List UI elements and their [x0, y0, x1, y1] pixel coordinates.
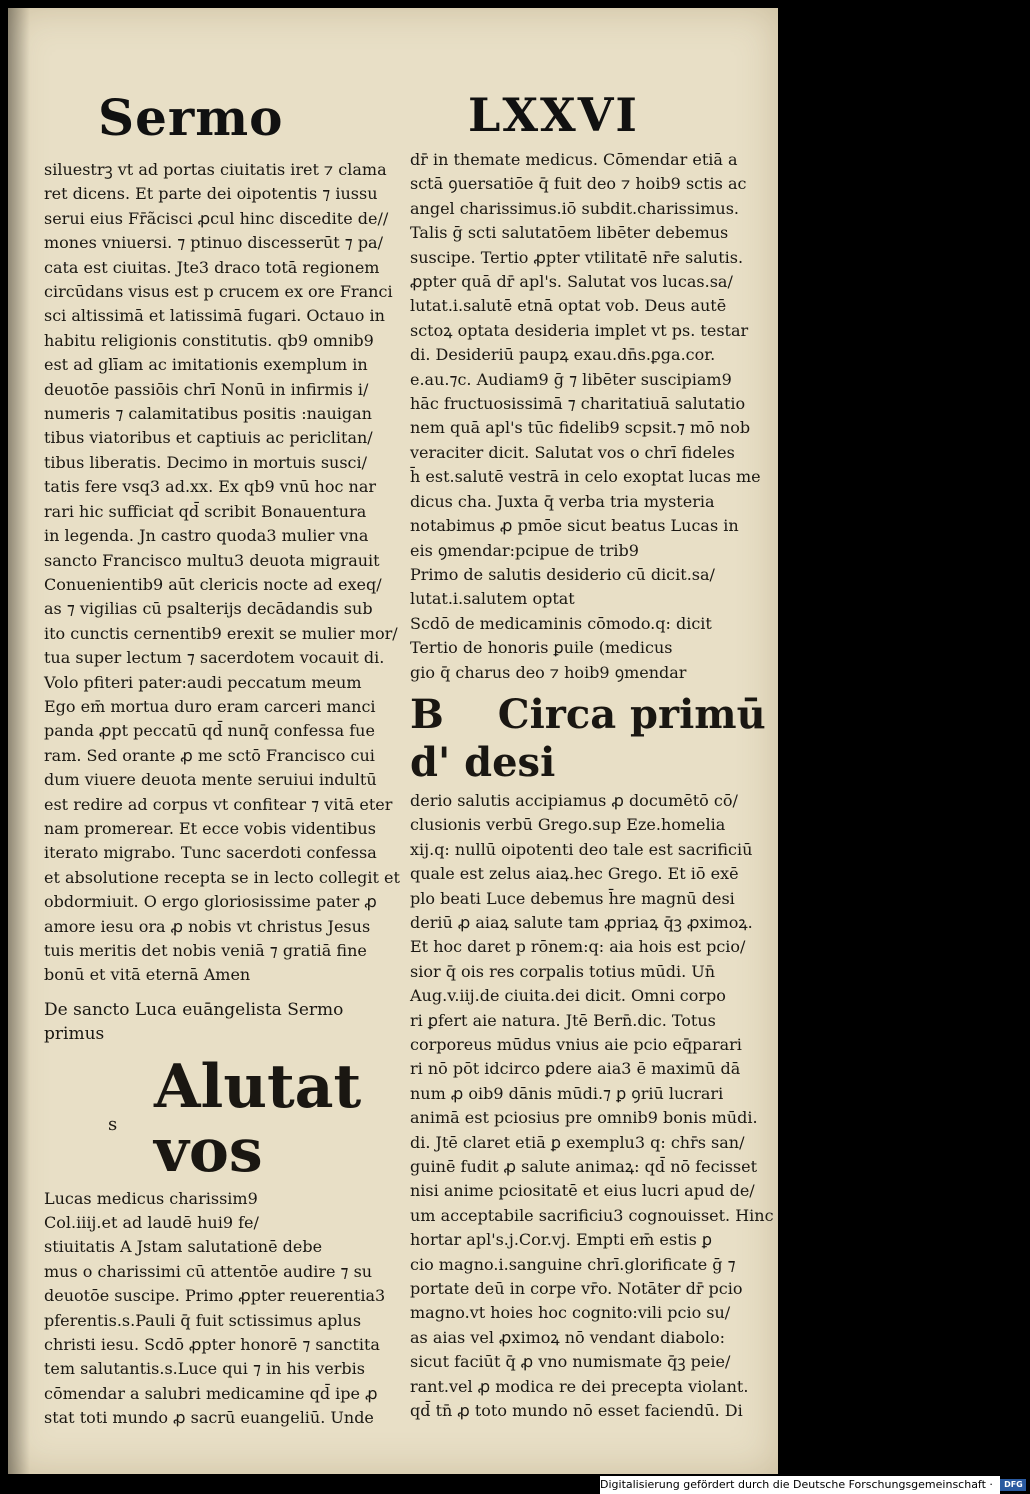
- text-line: ri ꝑfert aie natura. Jtē Bern̄.dic. Totus: [410, 1010, 716, 1030]
- text-line: animā est pciosius pre omnib9 bonis mūdi.: [410, 1108, 758, 1128]
- text-line: h̄ est.salutē vestrā in celo exoptat lucas me: [410, 467, 761, 487]
- text-line: rari hic sufficiat qd̄ scribit Bonauentura: [44, 501, 367, 521]
- text-line: numeris ⁊ calamitatibus positis :nauigan: [44, 404, 372, 424]
- text-line: panda ꝓpt peccatū qd̄ nunq̄ confessa fue: [44, 721, 375, 741]
- circa-text: Circa primū d' desi: [410, 690, 766, 786]
- text-line: Tertio de honoris ꝑuile (medicus: [410, 638, 673, 658]
- text-line: num ꝓ oib9 dānis mūdi.⁊ ꝑ ꝯriū lucrari: [410, 1083, 724, 1103]
- text-line: di. Desideriū paupꝝ exau.dn̄s.ꝑga.cor.: [410, 345, 716, 365]
- text-line: sicut faciūt q̄ ꝓ vno numismate q̄ꝫ peie/: [410, 1352, 731, 1372]
- running-head-folio: LXXVI: [468, 88, 639, 142]
- text-line: siluestrꝫ vt ad portas ciuitatis iret ⁊ clama: [44, 160, 387, 179]
- text-line: xij.q: nullū oipotenti deo tale est sacrificiū: [410, 839, 753, 859]
- text-line: suscipe. Tertio ꝓpter vtilitatē nr̄e salutis.: [410, 247, 744, 267]
- text-line: veraciter dicit. Salutat vos o chrī fideles: [410, 442, 735, 462]
- text-line: nisi anime pciositatē et eius lucri apud de/: [410, 1181, 755, 1201]
- text-line: dicus cha. Juxta q̄ verba tria mysteria: [410, 491, 715, 511]
- text-line: tuis meritis det nobis veniā ⁊ gratiā fine: [44, 941, 367, 960]
- text-line: quale est zelus aiaꝝ.hec Grego. Et iō exē: [410, 864, 739, 884]
- text-line: stiuitatis A Jstam salutationē debe: [44, 1237, 323, 1257]
- text-line: cōmendar a salubri medicamine qd̄ ipe ꝓ: [44, 1383, 378, 1403]
- text-line: tatis fere vsq3 ad.xx. Ex qb9 vnū hoc nar: [44, 477, 376, 497]
- text-line: dum viuere deuota mente seruiui indultū: [44, 770, 377, 790]
- dfg-logo-icon: DFG: [1000, 1479, 1026, 1491]
- text-line: Aug.v.iij.de ciuita.dei dicit. Omni corpo: [410, 986, 726, 1006]
- text-line: mones vniuersi. ⁊ ptinuo discesserūt ⁊ pa/: [44, 233, 383, 253]
- text-line: bonū et vitā eternā Amen: [44, 965, 251, 985]
- text-line: rant.vel ꝓ modica re dei precepta violant.: [410, 1376, 749, 1396]
- text-line: lutat.i.salutē etnā optat vob. Deus autē: [410, 296, 727, 316]
- text-line: sancto Francisco multu3 deuota migrauit: [44, 550, 380, 570]
- text-line: nem quā apl's tūc fidelib9 scpsit.⁊ mō nob: [410, 418, 751, 438]
- text-line: Ego em̄ mortua duro eram carceri manci: [44, 696, 376, 716]
- text-line: clusionis verbū Grego.sup Eze.homelia: [410, 815, 726, 835]
- text-line: serui eius Fr̄ãcisci ꝓcul hinc discedite de//: [44, 208, 389, 228]
- text-line: circūdans visus est p crucem ex ore Franci: [44, 282, 393, 302]
- text-line: derio salutis accipiamus ꝓ documētō cō/: [410, 790, 738, 810]
- text-line: as aias vel ꝓximoꝝ nō vendant diabolo:: [410, 1327, 726, 1347]
- text-line: deuotōe passiōis chrī Nonū in infirmis i/: [44, 379, 369, 399]
- book-page: [8, 8, 778, 1474]
- text-line: Scdō de medicaminis cōmodo.q: dicit: [410, 613, 712, 633]
- text-line: ꝓpter quā dr̄ apl's. Salutat vos lucas.sa/: [410, 272, 733, 292]
- text-line: De sancto Luca euāngelista Sermo: [44, 999, 344, 1020]
- text-line: et absolutione recepta se in lecto collegit et: [44, 867, 400, 887]
- right-column: [410, 148, 774, 1424]
- scan-border: [778, 0, 1000, 1470]
- text-line: tem salutantis.s.Luce qui ⁊ in his verbis: [44, 1359, 365, 1379]
- decorated-initial: Alutat vos: [154, 1051, 362, 1186]
- text-line: amore iesu ora ꝓ nobis vt christus Jesus: [44, 916, 371, 936]
- text-line: tua super lectum ⁊ sacerdotem vocauit di.: [44, 648, 385, 668]
- text-line: corporeus mūdus vnius aie pcio eq̄parari: [410, 1035, 742, 1054]
- text-line: ret dicens. Et parte dei oipotentis ⁊ iussu: [44, 184, 378, 204]
- text-line: cata est ciuitas. Jte3 draco totā regionem: [44, 257, 380, 277]
- text-line: hāc fructuosissimā ⁊ charitatiuā salutatio: [410, 394, 746, 414]
- text-line: christi iesu. Scdō ꝓpter honorē ⁊ sanctita: [44, 1335, 380, 1355]
- footer-text: Digitalisierung gefördert durch die Deutsche Forschungsgemeinschaft ·: [600, 1478, 993, 1491]
- text-line: e.au.⁊c. Audiam9 ḡ ⁊ libēter suscipiam9: [410, 369, 732, 389]
- text-line: obdormiuit. O ergo gloriosissime pater ꝓ: [44, 892, 377, 912]
- text-line: sctā ꝯuersatiōe q̄ fuit deo ⁊ hoib9 sctis ac: [410, 174, 747, 194]
- text-line: sctoꝝ optata desideria implet vt ps. testar: [410, 320, 749, 340]
- text-line: pferentis.s.Pauli q̄ fuit sctissimus aplus: [44, 1310, 362, 1330]
- text-line: Col.iiij.et ad laudē hui9 fe/: [44, 1213, 259, 1233]
- running-head-left: Sermo: [98, 88, 284, 147]
- text-line: magno.vt hoies hoc cognito:vili pcio su/: [410, 1303, 731, 1323]
- text-line: notabimus ꝓ pmōe sicut beatus Lucas in: [410, 516, 739, 536]
- text-line: cio magno.i.sanguine chrī.glorificate ḡ ⁊: [410, 1254, 736, 1274]
- footer-credit: [600, 1476, 1023, 1494]
- text-line: mus o charissimi cū attentōe audire ⁊ su: [44, 1261, 373, 1281]
- text-line: primus: [44, 1024, 105, 1045]
- text-line: est ad glīam ac imitationis exemplum in: [44, 355, 368, 375]
- text-line: Talis ḡ scti salutatōem libēter debemus: [410, 223, 729, 243]
- text-line: Et hoc daret p rōnem:q: aia hois est pcio/: [410, 937, 746, 957]
- left-column-lines: [44, 158, 400, 988]
- text-line: nam promerear. Et ecce vobis videntibus: [44, 818, 376, 838]
- right-column-after-lines: [410, 789, 774, 1424]
- text-line: tibus liberatis. Decimo in mortuis susci/: [44, 452, 368, 472]
- text-line: dr̄ in themate medicus. Cōmendar etiā a: [410, 150, 738, 169]
- text-line: di. Jtē claret etiā ꝑ exemplu3 q: chr̄s san/: [410, 1132, 745, 1152]
- text-line: um acceptabile sacrificiu3 cognouisset. Hinc: [410, 1205, 774, 1225]
- text-line: deuotōe suscipe. Primo ꝓpter reuerentia3: [44, 1286, 386, 1306]
- text-line: in legenda. Jn castro quoda3 mulier vna: [44, 526, 369, 546]
- sermon-heading: [44, 998, 400, 1047]
- text-line: qd̄ tn̄ ꝓ toto mundo nō esset faciendū. Di: [410, 1401, 743, 1421]
- text-line: hortar apl's.j.Cor.vj. Empti em̄ estis ꝑ: [410, 1230, 713, 1250]
- text-line: portate deū in corpe vr̄o. Notāter dr̄ pcio: [410, 1279, 743, 1299]
- text-line: as ⁊ vigilias cū psalterijs decādandis sub: [44, 599, 373, 619]
- right-column-lines: [410, 148, 774, 685]
- text-line: Volo pfiteri pater:audi peccatum meum: [44, 672, 362, 692]
- circa-initial: B: [410, 690, 444, 738]
- text-line: gio q̄ charus deo ⁊ hoib9 ꝯmendar: [410, 662, 687, 682]
- side-letter: s: [108, 1113, 118, 1135]
- text-line: Primo de salutis desiderio cū dicit.sa/: [410, 564, 715, 584]
- text-line: guinē fudit ꝓ salute animaꝝ: qd̄ nō fecisset: [410, 1157, 758, 1177]
- text-line: plo beati Luce debemus h̄re magnū desi: [410, 888, 735, 908]
- left-column: [44, 158, 400, 1431]
- text-line: iterato migrabo. Tunc sacerdoti confessa: [44, 843, 377, 863]
- text-line: Conuenientib9 aūt clericis nocte ad exeq/: [44, 574, 382, 594]
- text-line: habitu religionis constitutis. qb9 omnib9: [44, 330, 374, 350]
- circa-heading: [410, 691, 774, 787]
- text-line: stat toti mundo ꝓ sacrū euangeliū. Unde: [44, 1408, 374, 1428]
- text-line: sci altissimā et latissimā fugari. Octauo in: [44, 306, 385, 326]
- text-line: tibus viatoribus et captiuis ac periclitan/: [44, 428, 373, 448]
- text-line: eis ꝯmendar:pcipue de trib9: [410, 540, 639, 560]
- text-line: sior q̄ ois res corpalis totius mūdi. Un̄: [410, 961, 716, 981]
- text-line: ito cunctis cernentib9 erexit se mulier mor/: [44, 623, 398, 643]
- text-line: ram. Sed orante ꝓ me sctō Francisco cui: [44, 745, 375, 765]
- text-line: est redire ad corpus vt confitear ⁊ vitā eter: [44, 794, 393, 814]
- text-line: lutat.i.salutem optat: [410, 589, 575, 609]
- text-line: ri nō pōt idcirco ꝑdere aia3 ē maximū dā: [410, 1059, 741, 1079]
- text-line: deriū ꝓ aiaꝝ salute tam ꝓpriaꝝ q̄ꝫ ꝓximoꝝ.: [410, 912, 753, 932]
- text-line: Lucas medicus charissim9: [44, 1188, 258, 1208]
- text-line: angel charissimus.iō subdit.charissimus.: [410, 198, 739, 218]
- page-fold-shadow: [8, 8, 30, 1474]
